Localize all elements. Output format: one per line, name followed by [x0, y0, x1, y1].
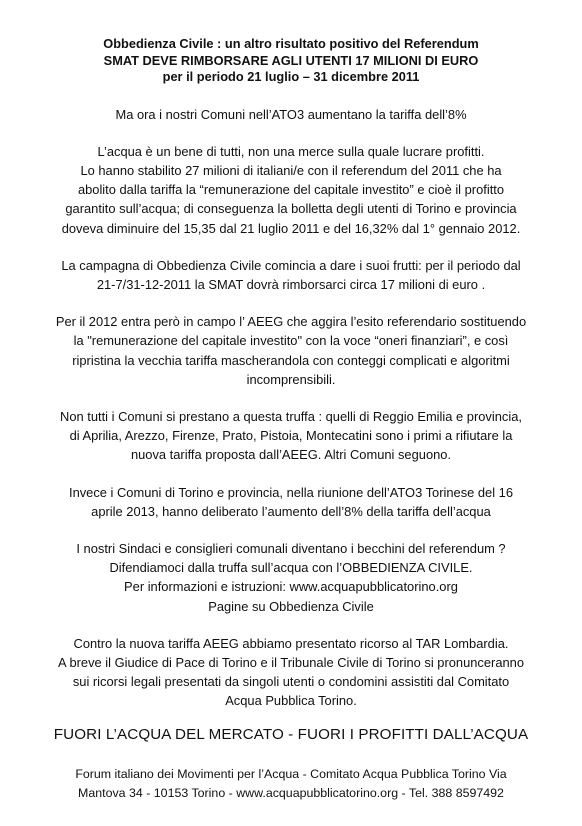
paragraph-line: A breve il Giudice di Pace di Torino e il Tribunale Civile di Torino si pronunceranno [58, 654, 524, 670]
paragraph-intro [0, 105, 582, 124]
header-title: Obbedienza Civile : un altro risultato positivo del Referendum [103, 36, 479, 51]
paragraph-line: Per il 2012 entra però in campo l’ AEEG che aggira l’esito referendario sostituendo [55, 314, 527, 330]
paragraph-line: abolito dalla tariffa la “remunerazione del capitale investito” e cioè il profitto [77, 182, 505, 198]
paragraph-line: garantito sull’acqua; di conseguenza la bolletta degli utenti di Torino e provincia [65, 201, 517, 217]
paragraph-line: I nostri Sindaci e consiglieri comunali diventano i becchini del referendum ? [76, 540, 506, 556]
footer-line: Mantova 34 - 10153 Torino - www.acquapubblicatorino.org - Tel. 388 8597492 [78, 786, 504, 801]
paragraph-line: Invece i Comuni di Torino e provincia, nella riunione dell’ATO3 Torinese del 16 [68, 484, 514, 500]
paragraph-line: 21-7/31-12-2011 la SMAT dovrà rimborsarci circa 17 milioni di euro . [96, 276, 486, 292]
paragraph-torino-increase [0, 483, 582, 521]
paragraph-line: L’acqua è un bene di tutti, non una merce sulla quale lucrare profitti. [97, 143, 485, 159]
paragraph-line: Pagine su Obbedienza Civile [208, 598, 374, 614]
footer-line: Forum italiano dei Movimenti per l’Acqua - Comitato Acqua Pubblica Torino Via [75, 766, 507, 781]
header-period: per il periodo 21 luglio – 31 dicembre 2011 [162, 69, 420, 84]
paragraph-line: Non tutti i Comuni si prestano a questa truffa : quelli di Reggio Emilia e provincia, [60, 408, 522, 424]
paragraph-line: incomprensibili. [246, 371, 336, 387]
paragraph-line: ripristina la vecchia tariffa mascherandola con conteggi complicati e algoritmi [72, 352, 510, 368]
paragraph-line: sui ricorsi legali presentati da singoli utenti o condomini assistiti dal Comitato [72, 674, 510, 690]
paragraph-line: nuova tariffa proposta dall’AEEG. Altri Comuni seguono. [130, 447, 452, 463]
paragraph-line: La campagna di Obbedienza Civile comincia a dare i suoi frutti: per il periodo dal [61, 257, 521, 273]
paragraph-line: aprile 2013, hanno deliberato l’aumento dell’8% della tariffa dell’acqua [91, 503, 491, 519]
footer-contact [0, 765, 582, 804]
paragraph-campaign [0, 256, 582, 294]
paragraph-line: Ma ora i nostri Comuni nell’ATO3 aumentano la tariffa dell’8% [115, 106, 467, 122]
paragraph-aeeg [0, 312, 582, 389]
paragraph-legal-appeal [0, 634, 582, 711]
paragraph-line: doveva diminuire del 15,35 dal 21 luglio 2011 e del 16,32% dal 1° gennaio 2012. [61, 220, 521, 236]
header-headline: SMAT DEVE RIMBORSARE AGLI UTENTI 17 MILIONI DI EURO [103, 52, 479, 68]
paragraph-line: la "remunerazione del capitale investito" con la voce “oneri finanziari”, e così [73, 333, 509, 349]
paragraph-line: Per informazioni e istruzioni: www.acquapubblicatorino.org [124, 579, 458, 595]
paragraph-line: Contro la nuova tariffa AEEG abbiamo presentato ricorso al TAR Lombardia. [73, 635, 509, 651]
flyer-header [0, 36, 582, 86]
slogan: FUORI L’ACQUA DEL MERCATO - FUORI I PROFITTI DALL’ACQUA [53, 725, 529, 743]
paragraph-water-common-good [0, 142, 582, 238]
paragraph-line: di Aprilia, Arezzo, Firenze, Prato, Pistoia, Montecatini sono i primi a rifiutare la [69, 428, 513, 444]
paragraph-municipalities [0, 407, 582, 465]
paragraph-line: Lo hanno stabilito 27 milioni di italiani/e con il referendum del 2011 che ha [80, 162, 502, 178]
paragraph-civil-obedience [0, 539, 582, 616]
paragraph-line: Acqua Pubblica Torino. [225, 693, 357, 709]
paragraph-line: Difendiamoci dalla truffa sull’acqua con l’OBBEDIENZA CIVILE. [109, 560, 473, 576]
